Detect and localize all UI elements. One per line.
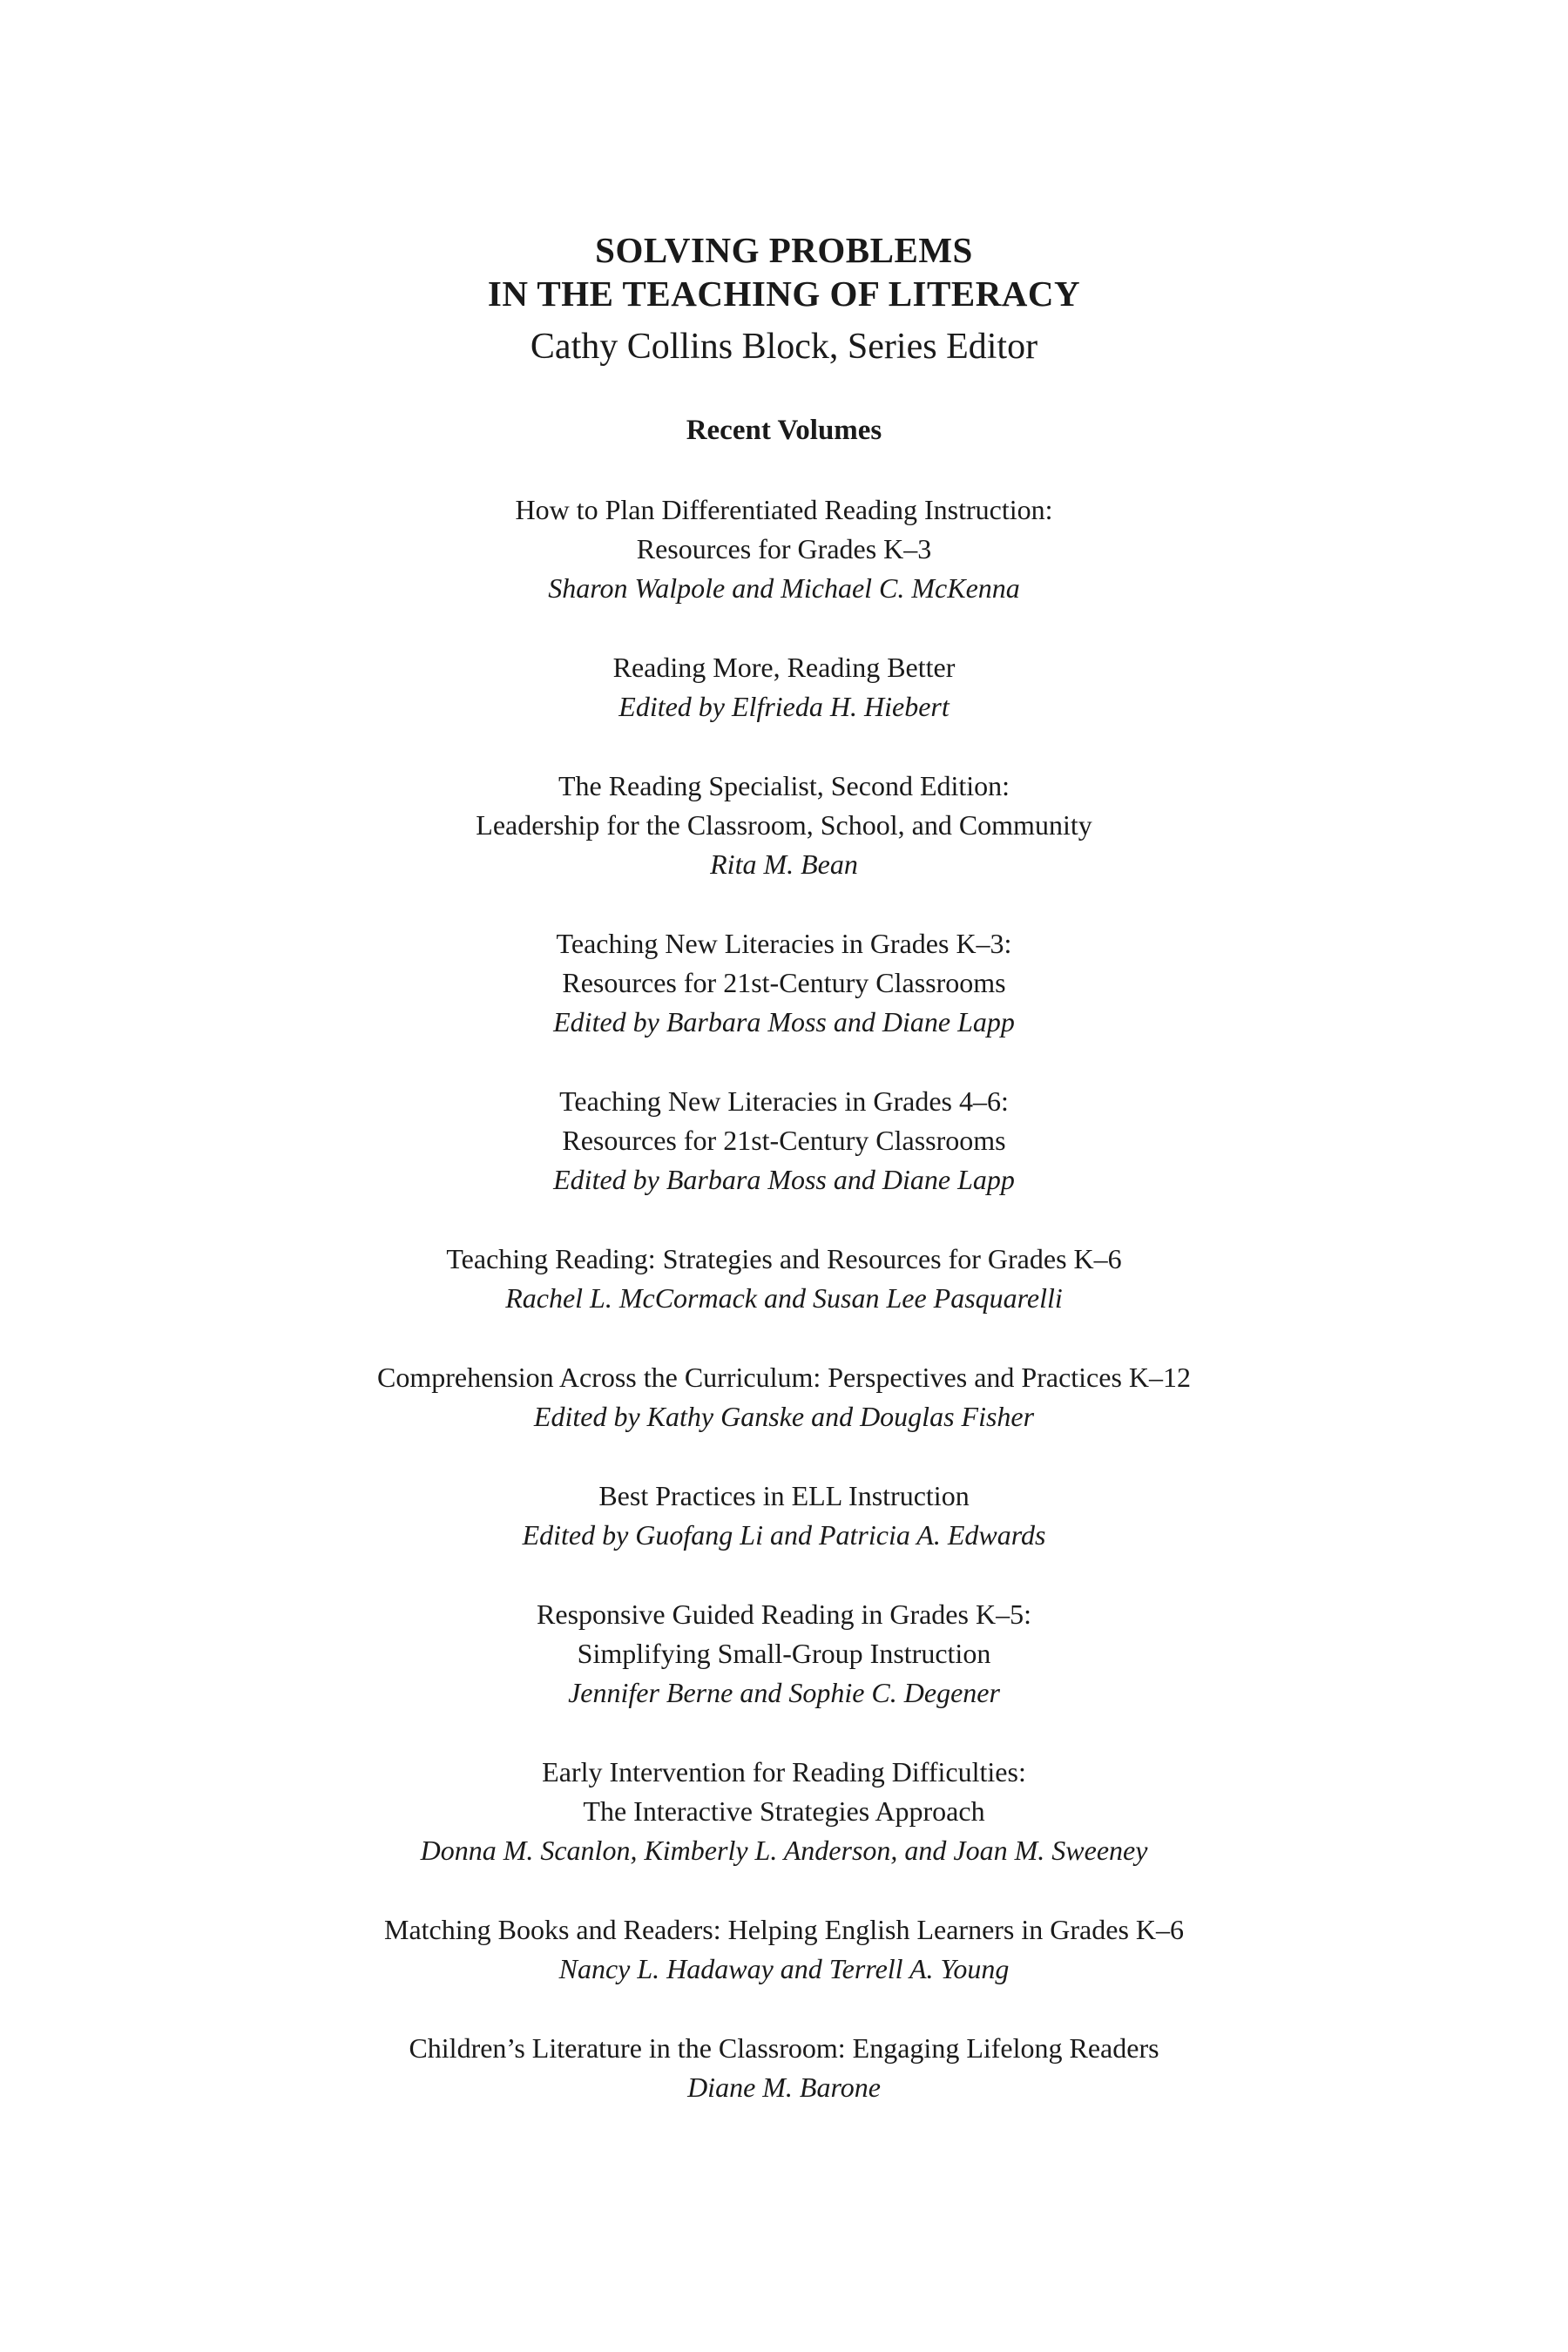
volume-author: Nancy L. Hadaway and Terrell A. Young	[558, 1953, 1010, 1984]
page-content	[0, 228, 1568, 2147]
volume-title-line: Teaching Reading: Strategies and Resources for Grades K–6	[446, 1243, 1122, 1274]
volume-title-line: Teaching New Literacies in Grades 4–6:	[559, 1085, 1009, 1117]
section-heading: Recent Volumes	[686, 415, 882, 446]
volume-title-line: Resources for Grades K–3	[636, 533, 932, 564]
volume-entry	[52, 1753, 1516, 1870]
volume-author: Edited by Barbara Moss and Diane Lapp	[553, 1164, 1015, 1195]
volume-author: Jennifer Berne and Sophie C. Degener	[568, 1677, 1000, 1708]
volume-author: Rita M. Bean	[710, 848, 858, 880]
volume-title-line: Teaching New Literacies in Grades K–3:	[556, 928, 1012, 959]
volume-title-line: Early Intervention for Reading Difficulties:	[542, 1756, 1026, 1788]
volume-title-line: Matching Books and Readers: Helping English Learners in Grades K–6	[383, 1914, 1184, 1945]
volume-author: Edited by Guofang Li and Patricia A. Edwards	[522, 1519, 1046, 1551]
volume-author: Edited by Kathy Ganske and Douglas Fisher	[533, 1401, 1035, 1432]
volume-title-line: Best Practices in ELL Instruction	[598, 1480, 970, 1511]
volume-author: Edited by Elfrieda H. Hiebert	[618, 691, 950, 722]
volume-entry	[52, 1477, 1516, 1555]
volume-entry	[52, 1082, 1516, 1200]
volume-author: Diane M. Barone	[687, 2072, 881, 2103]
volume-author: Edited by Barbara Moss and Diane Lapp	[553, 1006, 1015, 1037]
volume-title-line: Responsive Guided Reading in Grades K–5:	[537, 1598, 1031, 1630]
volume-title-line: Resources for 21st-Century Classrooms	[562, 967, 1006, 998]
volume-title-line: Simplifying Small-Group Instruction	[577, 1638, 991, 1669]
volume-author: Rachel L. McCormack and Susan Lee Pasquarelli	[505, 1282, 1063, 1314]
volume-entry	[52, 1595, 1516, 1713]
volume-list	[52, 490, 1516, 2107]
volume-author: Donna M. Scanlon, Kimberly L. Anderson, and Joan M. Sweeney	[420, 1835, 1148, 1866]
series-title	[52, 228, 1516, 315]
volume-title-line: Reading More, Reading Better	[612, 652, 956, 683]
volume-entry	[52, 1240, 1516, 1318]
volume-entry	[52, 767, 1516, 884]
volume-title-line: How to Plan Differentiated Reading Instruction:	[515, 494, 1053, 525]
series-title-line-2: IN THE TEACHING OF LITERACY	[487, 274, 1081, 314]
volume-entry	[52, 1358, 1516, 1436]
volume-entry	[52, 490, 1516, 608]
series-title-line-1: SOLVING PROBLEMS	[595, 230, 973, 270]
volume-title-line: Resources for 21st-Century Classrooms	[562, 1125, 1006, 1156]
volume-title-line: Comprehension Across the Curriculum: Perspectives and Practices K–12	[376, 1362, 1192, 1393]
volume-title-line: The Reading Specialist, Second Edition:	[558, 770, 1010, 801]
volume-entry	[52, 924, 1516, 1042]
volume-author: Sharon Walpole and Michael C. McKenna	[548, 572, 1020, 604]
series-editor: Cathy Collins Block, Series Editor	[530, 327, 1038, 367]
volume-title-line: Leadership for the Classroom, School, and Community	[476, 809, 1092, 841]
volume-title-line: The Interactive Strategies Approach	[583, 1795, 985, 1827]
volume-entry	[52, 648, 1516, 727]
volume-entry	[52, 1910, 1516, 1989]
volume-title-line: Children’s Literature in the Classroom: Engaging Lifelong Readers	[409, 2032, 1159, 2064]
volume-entry	[52, 2029, 1516, 2107]
